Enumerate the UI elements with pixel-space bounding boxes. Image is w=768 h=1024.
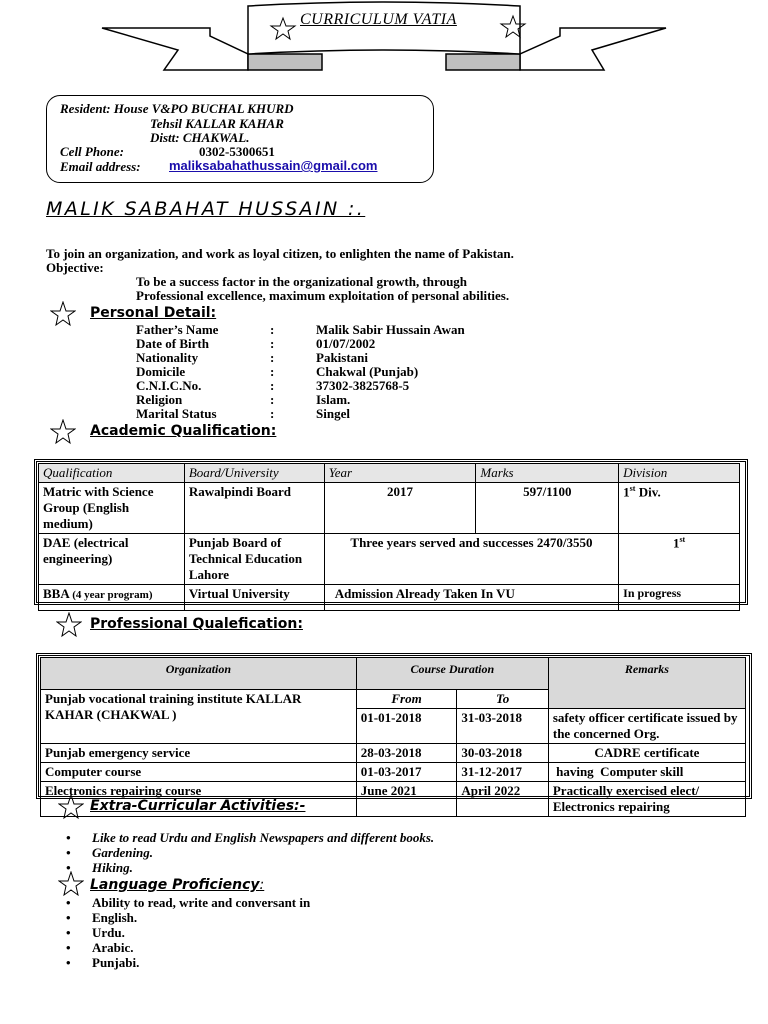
detail-label: C.N.I.C.No. — [136, 378, 202, 393]
table-row — [39, 534, 740, 585]
phone-label: Cell Phone: — [60, 144, 124, 159]
candidate-name: MALIK SABAHAT HUSSAIN :. — [46, 198, 366, 220]
from-cell: 01-03-2017 — [356, 763, 457, 782]
detail-label: Religion — [136, 392, 183, 407]
from-cell: June 2021 — [356, 782, 457, 817]
professional-table — [40, 657, 746, 817]
qualification-cell — [39, 585, 185, 611]
list-item: • Hiking. — [66, 860, 434, 875]
detail-value: Malik Sabir Hussain Awan — [316, 322, 465, 337]
star-icon — [50, 301, 76, 327]
detail-separator: : — [270, 406, 275, 421]
division-cell: In progress — [619, 585, 740, 611]
personal-detail-heading: Personal Detail: — [90, 305, 217, 321]
year-marks-cell: Three years served and successes 2470/3550 — [324, 534, 618, 585]
language-title: Language Proficiency — [90, 877, 260, 893]
extra-curricular-list — [66, 830, 434, 875]
personal-detail-row — [136, 392, 536, 406]
board-cell: Rawalpindi Board — [184, 483, 324, 534]
personal-detail-row — [136, 336, 536, 350]
to-cell: 31-12-2017 — [457, 763, 549, 782]
objective-intro: To join an organization, and work as loyal citizen, to enlighten the name of Pakistan. — [46, 246, 514, 261]
detail-separator: : — [270, 336, 275, 351]
remarks-cell: CADRE certificate — [548, 744, 745, 763]
to-header: To — [457, 690, 549, 709]
address-district: Distt: CHAKWAL. — [150, 130, 250, 145]
detail-value: 37302-3825768-5 — [316, 378, 410, 393]
to-cell: 31-03-2018 — [457, 709, 549, 744]
list-item: • Ability to read, write and conversant in — [66, 895, 310, 910]
personal-detail-row — [136, 350, 536, 364]
detail-separator: : — [270, 322, 275, 337]
detail-separator: : — [270, 364, 275, 379]
list-item: • Urdu. — [66, 925, 310, 940]
detail-label: Marital Status — [136, 406, 217, 421]
column-header: Course Duration — [356, 658, 548, 690]
detail-value: Singel — [316, 406, 350, 421]
from-cell: 28-03-2018 — [356, 744, 457, 763]
extra-curricular-heading — [90, 798, 305, 814]
column-header: Year — [324, 464, 476, 483]
detail-label: Father’s Name — [136, 322, 219, 337]
division-value: 1 — [672, 535, 680, 551]
banner-title: CURRICULUM VATIA — [300, 11, 457, 28]
academic-heading: Academic Qualification: — [90, 423, 277, 439]
year-marks-cell: Admission Already Taken In VU — [324, 585, 618, 611]
language-list — [66, 895, 310, 970]
detail-value: Chakwal (Punjab) — [316, 364, 419, 379]
division-suffix: st — [629, 484, 636, 493]
division-rest: Div. — [635, 484, 661, 500]
objective-line: To be a success factor in the organizational growth, through — [136, 274, 468, 289]
objective-label: Objective: — [46, 260, 104, 275]
detail-separator: : — [270, 350, 275, 365]
remarks-cell: safety officer certificate issued by the concerned Org. — [548, 709, 745, 744]
personal-detail-row — [136, 378, 536, 392]
academic-table — [38, 463, 740, 611]
qualification-note: (4 year program) — [72, 589, 153, 601]
detail-label: Date of Birth — [136, 336, 209, 351]
heading-suffix: :- — [294, 798, 306, 814]
star-icon — [50, 419, 76, 445]
table-row — [41, 763, 746, 782]
list-item: • Arabic. — [66, 940, 310, 955]
division-value: 1 — [623, 484, 630, 500]
star-icon — [58, 871, 84, 897]
detail-separator: : — [270, 378, 275, 393]
detail-value: Pakistani — [316, 350, 369, 365]
qualification-cell: DAE (electrical engineering) — [39, 534, 185, 585]
board-cell: Punjab Board of Technical Education Lahore — [184, 534, 324, 585]
list-item: • Gardening. — [66, 845, 434, 860]
year-cell: 2017 — [324, 483, 476, 534]
personal-detail-row — [136, 322, 536, 336]
personal-detail-row — [136, 406, 536, 420]
column-header: Board/University — [184, 464, 324, 483]
email-link[interactable]: maliksabahathussain@gmail.com — [169, 158, 378, 173]
heading-suffix: : — [259, 877, 265, 893]
table-header-row — [39, 464, 740, 483]
division-suffix: st — [679, 535, 686, 544]
column-header: Marks — [476, 464, 619, 483]
to-cell: April 2022 — [457, 782, 549, 817]
table-row — [41, 744, 746, 763]
organization-cell: Punjab vocational training institute KALLAR KAHAR (CHAKWAL ) — [41, 690, 357, 744]
from-cell: 01-01-2018 — [356, 709, 457, 744]
marks-cell: 597/1100 — [476, 483, 619, 534]
language-heading — [90, 877, 264, 893]
detail-label: Domicile — [136, 364, 186, 379]
from-header: From — [356, 690, 457, 709]
organization-cell: Punjab emergency service — [41, 744, 357, 763]
to-cell: 30-03-2018 — [457, 744, 549, 763]
detail-label: Nationality — [136, 350, 199, 365]
star-icon — [56, 612, 82, 638]
address-resident: Resident: House V&PO BUCHAL KHURD — [60, 101, 294, 116]
organization-cell: Electronics repairing course — [41, 782, 357, 817]
column-header: Division — [619, 464, 740, 483]
column-header: Qualification — [39, 464, 185, 483]
personal-detail-row — [136, 364, 536, 378]
table-row — [39, 483, 740, 534]
list-item: • Punjabi. — [66, 955, 310, 970]
detail-value: Islam. — [316, 392, 351, 407]
table-row — [39, 585, 740, 611]
table-header-row — [41, 658, 746, 690]
professional-heading: Professional Qualefication: — [90, 616, 303, 632]
division-cell — [619, 483, 740, 534]
detail-value: 01/07/2002 — [316, 336, 376, 351]
organization-cell: Computer course — [41, 763, 357, 782]
phone-value: 0302-5300651 — [199, 144, 275, 159]
remarks-cell: having Computer skill — [548, 763, 745, 782]
qualification-value: BBA — [43, 586, 70, 601]
column-header: Organization — [41, 658, 357, 690]
list-item: • English. — [66, 910, 310, 925]
detail-separator: : — [270, 392, 275, 407]
email-label: Email address: — [60, 159, 141, 174]
address-tehsil: Tehsil KALLAR KAHAR — [150, 116, 284, 131]
qualification-cell: Matric with Science Group (English medium) — [39, 483, 185, 534]
remarks-cell: Practically exercised elect/ Electronics repairing — [548, 782, 745, 817]
objective-line: Professional excellence, maximum exploitation of personal abilities. — [136, 288, 510, 303]
star-icon — [58, 794, 84, 820]
list-item: • Like to read Urdu and English Newspapers and different books. — [66, 830, 434, 845]
division-cell — [619, 534, 740, 585]
column-header: Remarks — [548, 658, 745, 709]
board-cell: Virtual University — [184, 585, 324, 611]
extra-curricular-title: Extra-Curricular Activities — [90, 798, 295, 814]
